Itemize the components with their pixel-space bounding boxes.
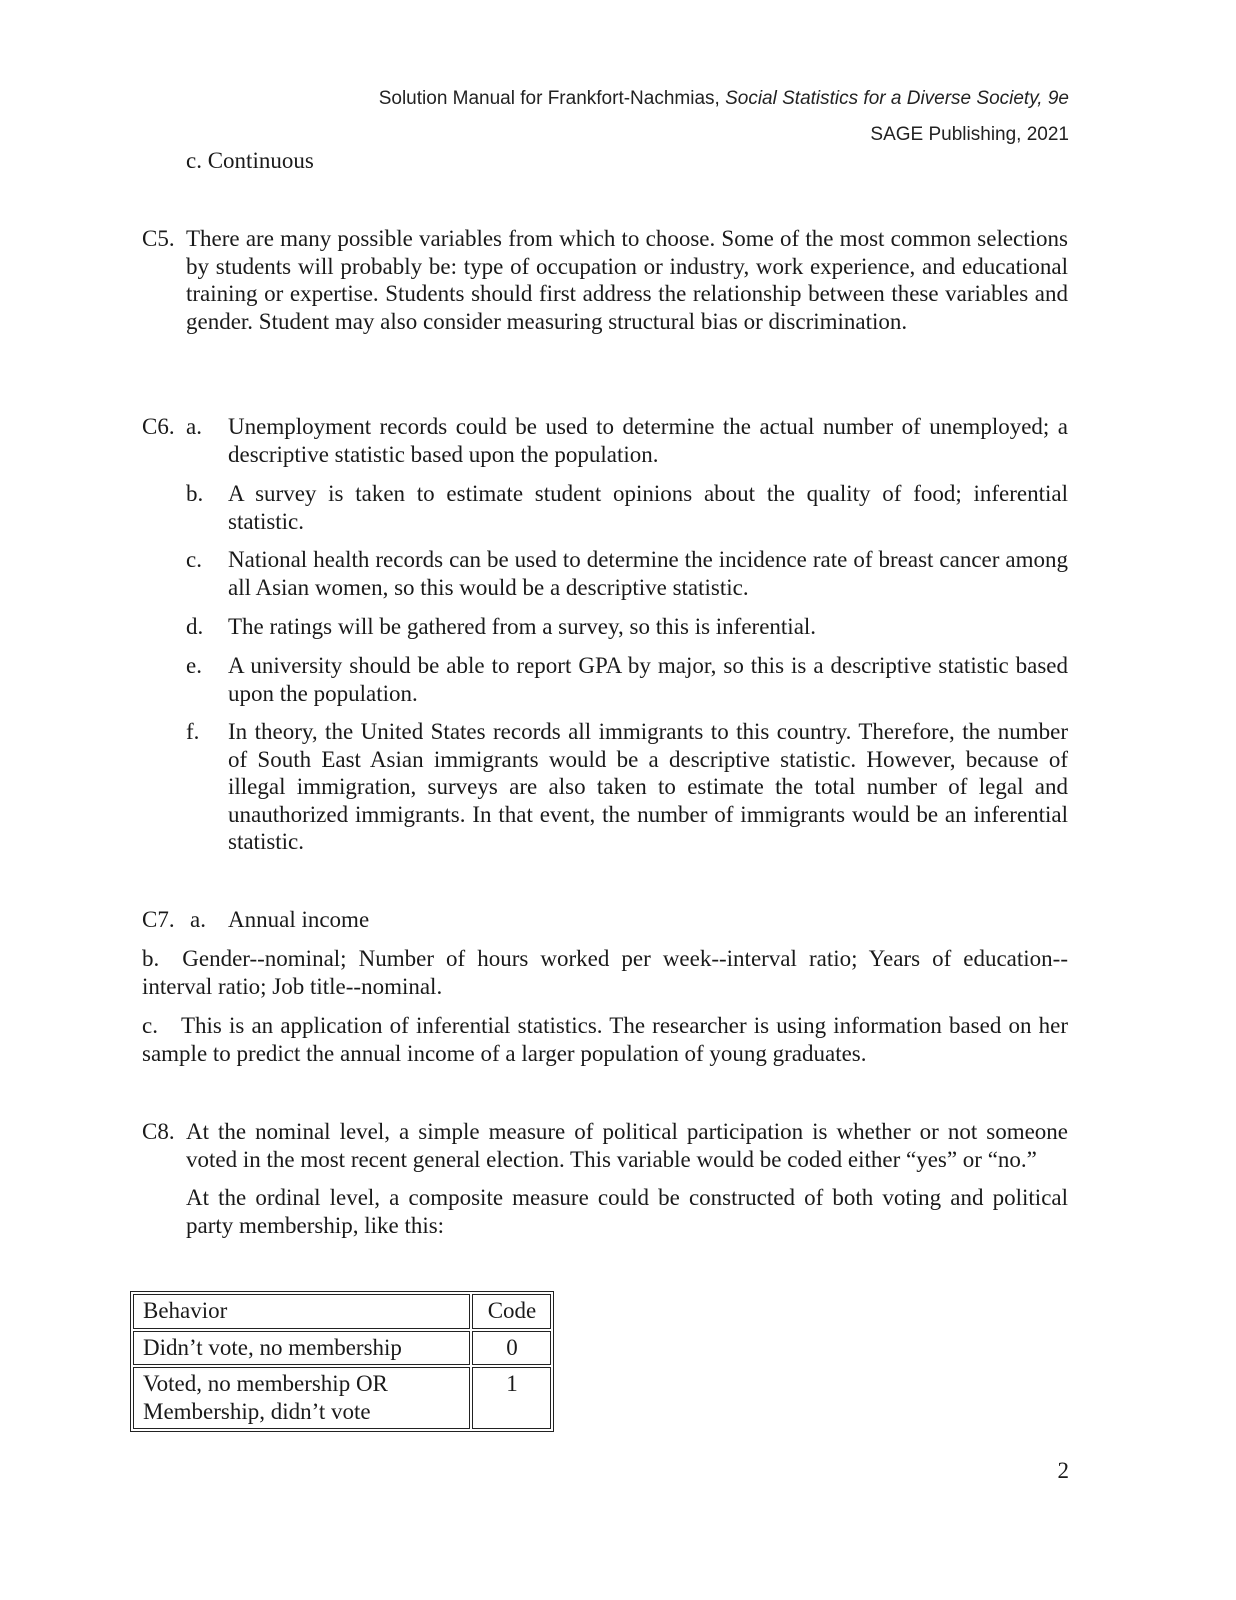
table-row xyxy=(133,1331,551,1366)
c7-c-text: c. This is an application of inferential statistics. The researcher is using information based on her sample to predict the annual income of a larger population of young graduates. xyxy=(142,1013,1068,1066)
c8-label: C8. xyxy=(142,1119,175,1144)
c6-b-text: A survey is taken to estimate student opinions about the quality of food; inferential statistic. xyxy=(228,481,1068,534)
table-cell-behavior-line1: Voted, no membership OR xyxy=(143,1371,388,1396)
c6-d-letter: d. xyxy=(186,614,204,639)
behavior-code-table xyxy=(130,1291,554,1432)
table-header-behavior: Behavior xyxy=(133,1294,470,1329)
header-book-title: Social Statistics for a Diverse Society, 9e xyxy=(725,88,1069,109)
c8-paragraph-nominal: At the nominal level, a simple measure of political participation is whether or not someone voted in the most recent general election. This variable would be coded either “yes” or “no.” xyxy=(186,1119,1068,1172)
c6-e-text: A university should be able to report GPA by major, so this is a descriptive statistic based upon the population. xyxy=(228,653,1068,706)
table-header-row xyxy=(133,1294,551,1329)
c6-d-text: The ratings will be gathered from a survey, so this is inferential. xyxy=(228,614,817,639)
c7-b-text: b. Gender--nominal; Number of hours worked per week--interval ratio; Years of education--interval ratio; Job title--nominal. xyxy=(142,946,1068,999)
c6-a-text: Unemployment records could be used to determine the actual number of unemployed; a descriptive statistic based upon the population. xyxy=(228,414,1068,467)
page-number: 2 xyxy=(1057,1458,1069,1483)
table-cell-behavior-line2: Membership, didn’t vote xyxy=(143,1398,371,1424)
table-cell-behavior xyxy=(133,1367,470,1429)
c6-label: C6. xyxy=(142,414,175,439)
c6-c-letter: c. xyxy=(186,547,202,572)
c7-a-text: Annual income xyxy=(228,907,370,932)
c6-b-letter: b. xyxy=(186,481,204,506)
c8-paragraph-ordinal: At the ordinal level, a composite measure could be constructed of both voting and political party membership, like this: xyxy=(186,1185,1068,1238)
c7-a-letter: a. xyxy=(190,907,206,932)
c6-e-letter: e. xyxy=(186,653,202,678)
running-header-title xyxy=(379,88,1069,110)
c6-f-letter: f. xyxy=(186,719,200,744)
c4-c-answer: c. Continuous xyxy=(186,148,314,173)
table-header-code: Code xyxy=(472,1294,551,1329)
c6-c-text: National health records can be used to determine the incidence rate of breast cancer among all Asian women, so this would be a descriptive statistic. xyxy=(228,547,1068,600)
header-prefix: Solution Manual for Frankfort-Nachmias, xyxy=(378,88,726,109)
table-cell-code: 0 xyxy=(472,1331,551,1366)
table-cell-code: 1 xyxy=(472,1367,551,1429)
c6-a-letter: a. xyxy=(186,414,202,439)
running-header-publisher: SAGE Publishing, 2021 xyxy=(870,124,1069,145)
c6-f-text: In theory, the United States records all immigrants to this country. Therefore, the number of South East Asian immigrants would be a descriptive statistic. However, because of illegal immigration, surveys are also taken to estimate the total number of legal and unauthorized immigrants. In that event, the number of immigrants would be an inferential statistic. xyxy=(228,719,1068,854)
table-row xyxy=(133,1367,551,1429)
table-cell-behavior: Didn’t vote, no membership xyxy=(133,1331,470,1366)
c5-label: C5. xyxy=(142,226,175,251)
c5-answer-text: There are many possible variables from which to choose. Some of the most common selections by students will probably be: type of occupation or industry, work experience, and educational training or expertise. Students should first address the relationship between these variables and gender. Student may also consider measuring structural bias or discrimination. xyxy=(186,226,1068,334)
c7-label: C7. xyxy=(142,907,175,932)
